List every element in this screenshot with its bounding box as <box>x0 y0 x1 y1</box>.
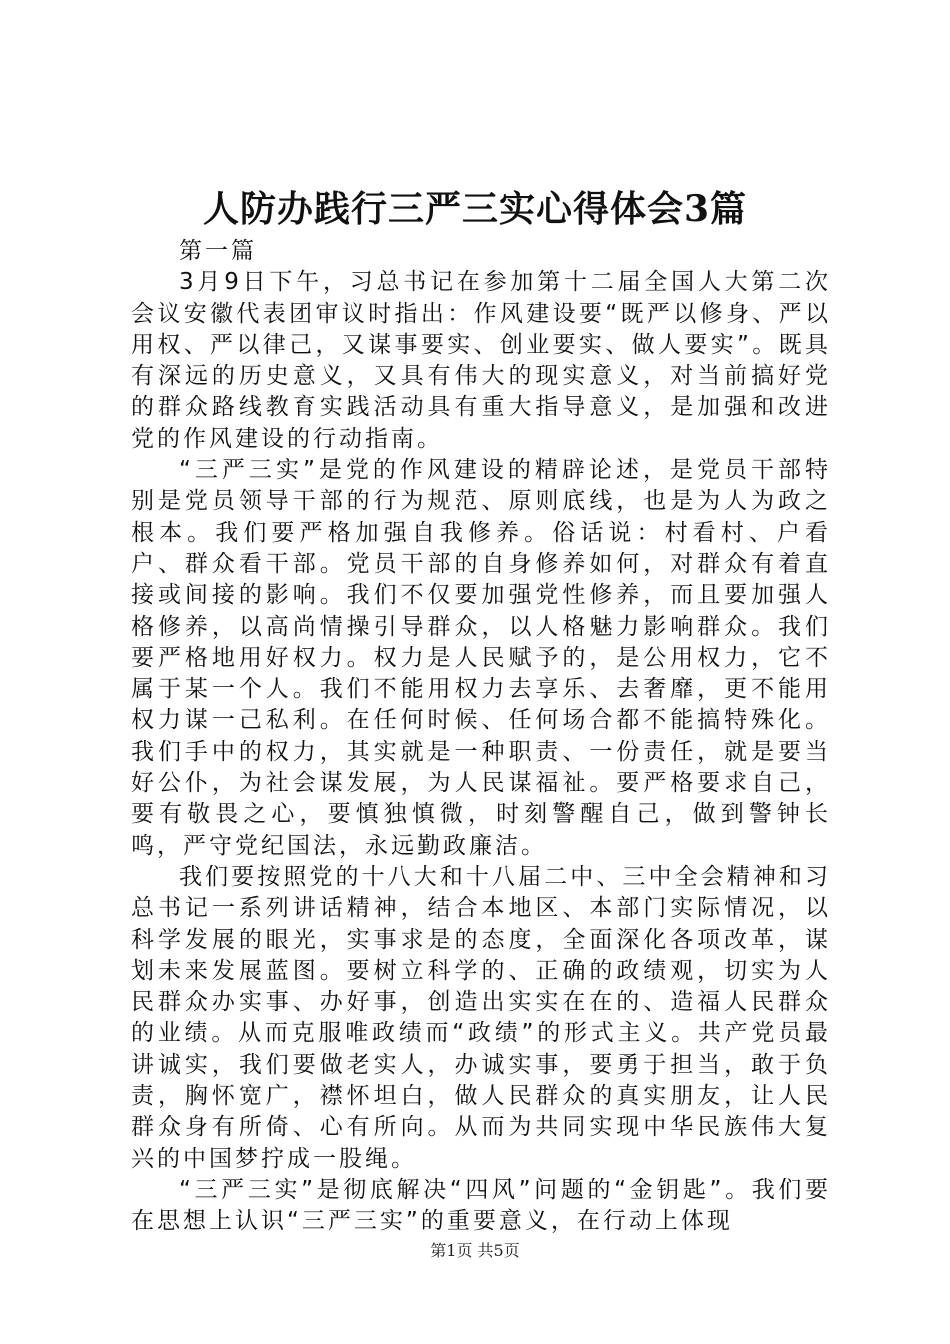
document-body <box>131 236 831 1238</box>
section-label: 第一篇 <box>179 238 257 264</box>
paragraph-3: 我们要按照党的十八大和十八届二中、三中全会精神和习总书记一系列讲话精神，结合本地区、本部门实际情况，以科学发展的眼光，实事求是的态度，全面深化各项改革，谋划未来发展蓝图。要树立科学的、正确的政绩观，切实为人民群众办实事、办好事，创造出实实在在的、造福人民群众的业绩。从而克服唯政绩而“政绩”的形式主义。共产党员最讲诚实，我们要做老实人，办诚实事，要勇于担当，敢于负责，胸怀宽广，襟怀坦白，做人民群众的真实朋友，让人民群众身有所倚、心有所向。从而为共同实现中华民族伟大复兴的中国梦拧成一股绳。 <box>131 863 831 1172</box>
paragraph-2: “三严三实”是党的作风建设的精辟论述，是党员干部特别是党员领导干部的行为规范、原则底线，也是为人为政之根本。我们要严格加强自我修养。俗话说：村看村、户看户、群众看干部。党员干部的自身修养如何，对群众有着直接或间接的影响。我们不仅要加强党性修养，而且要加强人格修养，以高尚情操引导群众，以人格魅力影响群众。我们要严格地用好权力。权力是人民赋予的，是公用权力，它不属于某一个人。我们不能用权力去享乐、去奢靡，更不能用权力谋一己私利。在任何时候、任何场合都不能搞特殊化。我们手中的权力，其实就是一种职责、一份责任，就是要当好公仆，为社会谋发展，为人民谋福祉。要严格要求自己，要有敬畏之心，要慎独慎微，时刻警醒自己，做到警钟长鸣，严守党纪国法，永远勤政廉洁。 <box>131 457 831 859</box>
page-footer: 第1页 共5页 <box>430 1241 520 1260</box>
paragraph-4: “三严三实”是彻底解决“四风”问题的“金钥匙”。我们要在思想上认识“三严三实”的重要意义，在行动上体现 <box>131 1176 831 1235</box>
document-title: 人防办践行三严三实心得体会3篇 <box>202 188 748 230</box>
paragraph-1: 3月9日下午，习总书记在参加第十二届全国人大第二次会议安徽代表团审议时指出：作风建设要“既严以修身、严以用权、严以律己，又谋事要实、创业要实、做人要实”。既具有深远的历史意义，又具有伟大的现实意义，对当前搞好党的群众路线教育实践活动具有重大指导意义，是加强和改进党的作风建设的行动指南。 <box>131 269 831 452</box>
